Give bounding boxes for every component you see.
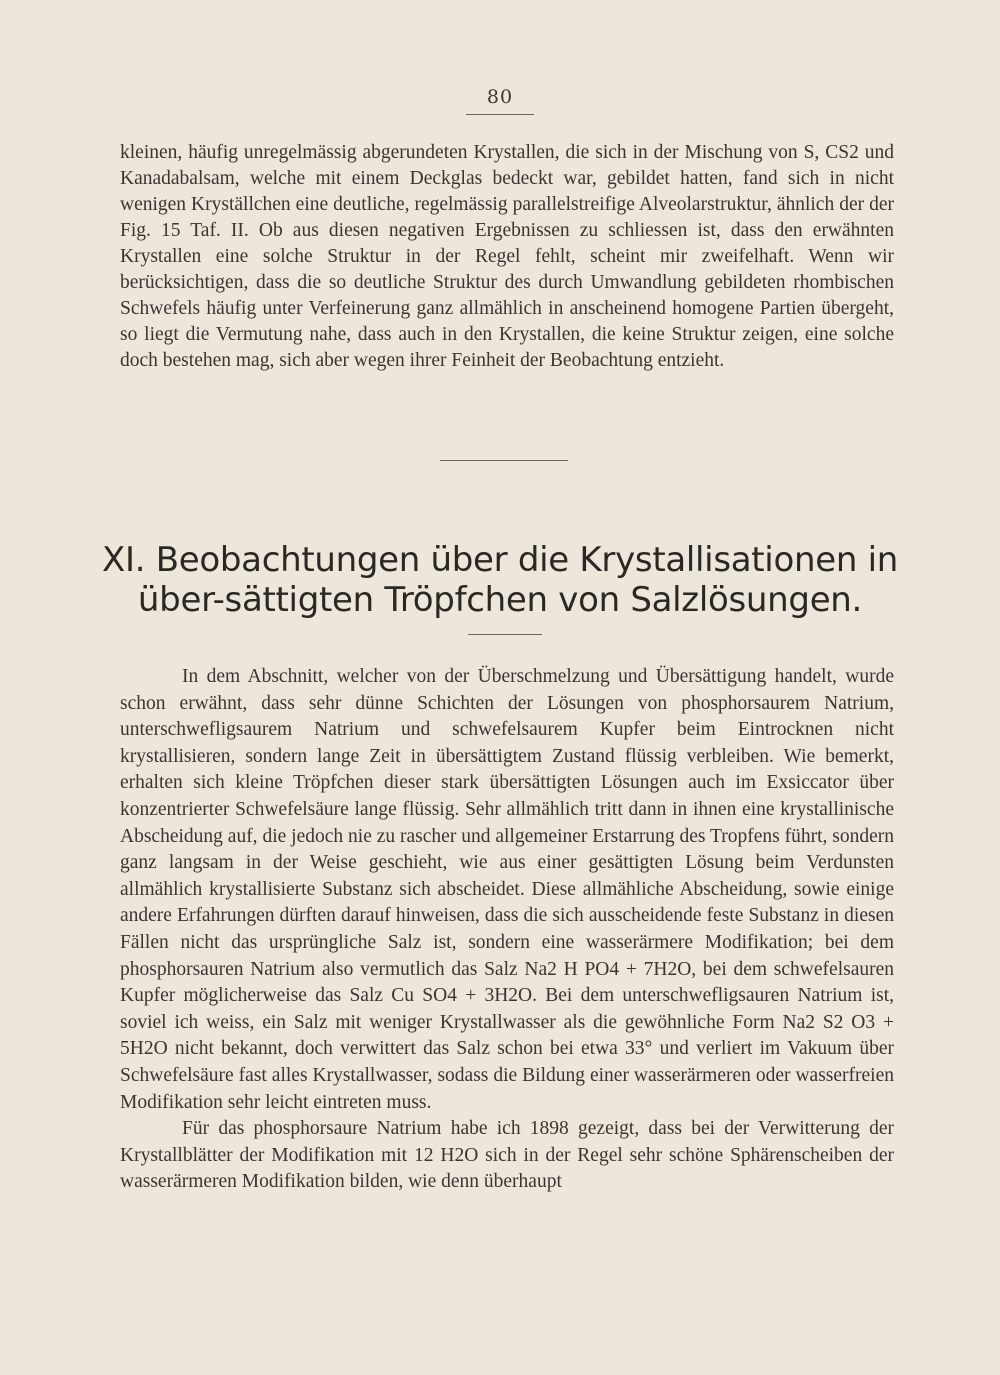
paragraph: Für das phosphorsaure Natrium habe ich 1898 gezeigt, dass bei der Verwitterung der Krystallblätter der Modifikation mit 12 H2O sich in der Regel sehr schöne Sphärenscheiben der wasserärmeren Modifikation bilden, wie denn überhaupt xyxy=(120,1118,894,1193)
paragraph-continued: kleinen, häufig unregelmässig abgerundeten Krystallen, die sich in der Mischung von S, CS2 und Kanadabalsam, welche mit einem Deckglas bedeckt war, gebildet hatten, fand sich in nicht wenigen Kryställchen eine deutliche, regelmässig parallelstreifige Alveolarstruktur, ähnlich der der Fig. 15 Taf. II. Ob aus diesen negativen Ergebnissen zu schliessen ist, dass den erwähnten Krystallen eine solche Struktur in der Regel fehlt, scheint mir zweifelhaft. Wenn wir berücksichtigen, dass die so deutliche Struktur des durch Umwandlung gebildeten rhombischen Schwefels häufig unter Verfeinerung ganz allmählich in anscheinend homogene Partien übergeht, so liegt die Vermutung nahe, dass auch in den Krystallen, die keine Struktur zeigen, eine solche doch bestehen mag, sich aber wegen ihrer Feinheit der Beobachtung entzieht. xyxy=(120,142,894,371)
section-body xyxy=(120,664,894,1196)
page-number: 80 xyxy=(486,86,514,108)
section-divider xyxy=(440,460,568,461)
section-heading: XI. Beobachtungen über die Krystallisationen in über-sättigten Tröpfchen von Salzlösungen. xyxy=(102,540,898,620)
heading-rule xyxy=(468,634,542,635)
paragraph: In dem Abschnitt, welcher von der Überschmelzung und Übersättigung handelt, wurde schon erwähnt, dass sehr dünne Schichten der Lösungen von phosphorsaurem Natrium, unterschwefligsaurem Natrium und schwefelsaurem Kupfer beim Eintrocknen nicht krystallisieren, sondern lange Zeit in übersättigtem Zustand flüssig verbleiben. Wie bemerkt, erhalten sich kleine Tröpfchen dieser stark übersättigten Lösungen auch im Exsiccator über konzentrierter Schwefelsäure lange flüssig. Sehr allmählich tritt dann in ihnen eine krystallinische Abscheidung auf, die jedoch nie zu rascher und allgemeiner Erstarrung des Tropfens führt, sondern ganz langsam in der Weise geschieht, wie aus einer gesättigten Lösung beim Verdunsten allmählich krystallisierte Substanz sich abscheidet. Diese allmähliche Abscheidung, sowie einige andere Erfahrungen dürften darauf hinweisen, dass die sich ausscheidende feste Substanz in diesen Fällen nicht das ursprüngliche Salz ist, sondern eine wasserärmere Modifikation; bei dem phosphorsauren Natrium also vermutlich das Salz Na2 H PO4 + 7H2O, bei dem schwefelsauren Kupfer möglicherweise das Salz Cu SO4 + 3H2O. Bei dem unterschwefligsauren Natrium ist, soviel ich weiss, ein Salz mit weniger Krystallwasser als die gewöhnliche Form Na2 S2 O3 + 5H2O nicht bekannt, doch verwittert das Salz schon bei etwa 33° und verliert im Vakuum über Schwefelsäure fast alles Krystallwasser, sodass die Bildung einer wasserärmeren oder wasserfreien Modifikation sehr leicht eintreten muss. xyxy=(120,666,894,1113)
page-number-rule xyxy=(466,114,534,115)
